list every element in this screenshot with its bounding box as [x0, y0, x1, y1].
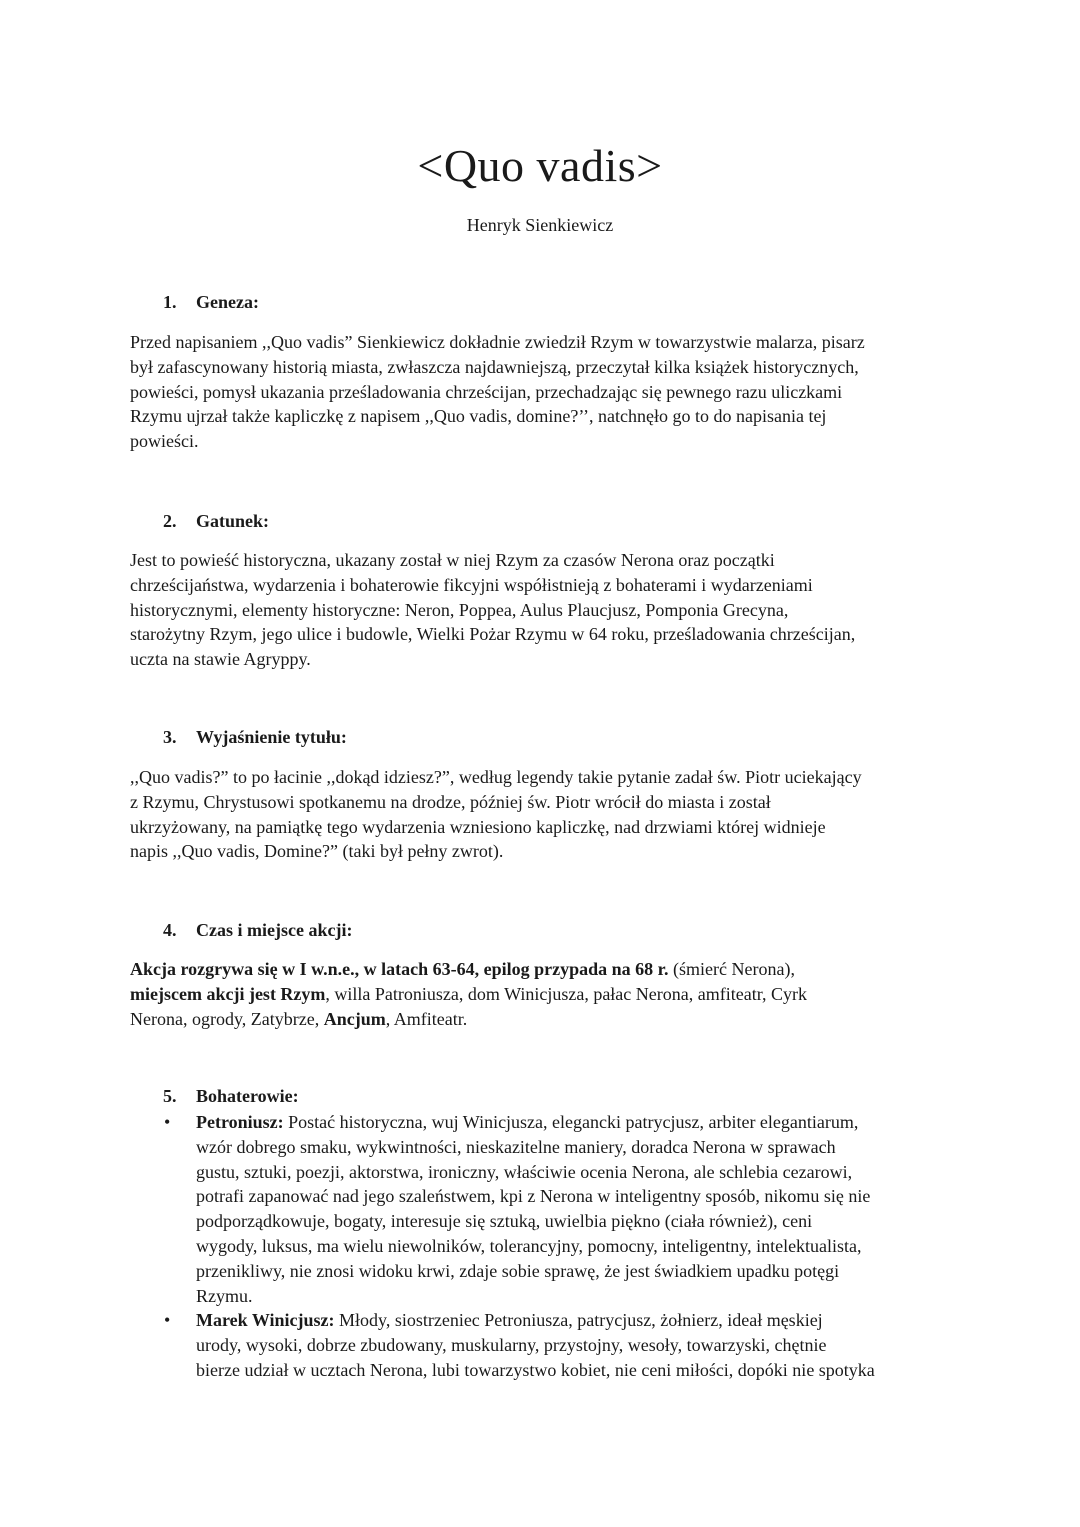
- text-line: wzór dobrego smaku, wykwintności, nieskazitelne maniery, doradca Nerona w sprawach: [196, 1136, 836, 1157]
- text-line: [130, 957, 960, 982]
- document-author: Henryk Sienkiewicz: [466, 215, 614, 235]
- text-line: [130, 982, 960, 1007]
- text-line: Rzymu.: [196, 1285, 253, 1306]
- section-title: Bohaterowie:: [196, 1086, 299, 1106]
- section-title: Czas i miejsce akcji:: [196, 920, 353, 940]
- text-line: [196, 1110, 960, 1135]
- text-line: ,,Quo vadis?” to po łacinie ,,dokąd idziesz?”, według legendy takie pytanie zadał św. Piotr uciekający: [130, 767, 862, 787]
- plain-text: (śmierć Nerona),: [668, 959, 795, 979]
- bold-text: Ancjum: [323, 1008, 386, 1029]
- list-item: [130, 1110, 960, 1308]
- text-line: napis ,,Quo vadis, Domine?” (taki był pełny zwrot).: [130, 841, 504, 862]
- paragraph-gatunek: [130, 548, 960, 672]
- section-title: Geneza:: [196, 292, 259, 312]
- character-name: Petroniusz:: [196, 1112, 284, 1132]
- paragraph-czas-i-miejsce: [130, 957, 960, 1031]
- text-line: przenikliwy, nie znosi widoku krwi, zdaje sobie sprawę, że jest świadkiem upadku potęgi: [196, 1260, 840, 1281]
- paragraph-geneza: [130, 330, 960, 454]
- text-line: [130, 1007, 960, 1032]
- plain-text: Postać historyczna, wuj Winicjusza, elegancki patrycjusz, arbiter elegantiarum,: [283, 1112, 859, 1132]
- section-heading-geneza: [163, 290, 259, 314]
- text-line: Jest to powieść historyczna, ukazany został w niej Rzym za czasów Nerona oraz początki: [130, 550, 775, 570]
- character-name: Marek Winicjusz:: [196, 1310, 335, 1331]
- text-line: Przed napisaniem ,,Quo vadis” Sienkiewicz dokładnie zwiedził Rzym w towarzystwie malarza, pisarz: [130, 332, 865, 352]
- section-heading-gatunek: [163, 509, 269, 533]
- text-line: z Rzymu, Chrystusowi spotkanemu na drodze, później św. Piotr wrócił do miasta i został: [130, 791, 771, 812]
- bullet-icon: •: [164, 1310, 171, 1331]
- text-line: starożytny Rzym, jego ulice i budowle, Wielki Pożar Rzymu w 64 roku, prześladowania chrześcijan,: [130, 624, 856, 645]
- bold-text: miejscem akcji jest Rzym: [130, 983, 326, 1004]
- text-line: Rzymu ujrzał także kapliczkę z napisem ,,Quo vadis, domine?’’, natchnęło go to do napisania tej: [130, 406, 827, 427]
- list-item: [130, 1308, 960, 1382]
- text-line: powieści.: [130, 431, 199, 452]
- section-number: 1.: [163, 292, 177, 312]
- text-line: potrafi zapanować nad jego szaleństwem, kpi z Nerona w inteligentny sposób, nikomu się nie: [196, 1186, 871, 1207]
- bullet-icon: •: [164, 1112, 171, 1132]
- paragraph-wyjasnienie-tytulu: [130, 765, 960, 864]
- text-line: bierze udział w ucztach Nerona, lubi towarzystwo kobiet, nie ceni miłości, dopóki nie spotyka: [196, 1359, 875, 1380]
- section-number: 4.: [163, 920, 177, 940]
- text-line: wygody, luksus, ma wielu niewolników, tolerancyjny, pomocny, inteligentny, intelektualista,: [196, 1235, 862, 1256]
- section-heading-bohaterowie: [163, 1084, 299, 1108]
- plain-text: Młody, siostrzeniec Petroniusza, patrycjusz, żołnierz, ideał męskiej: [334, 1310, 823, 1331]
- plain-text: , willa Patroniusza, dom Winicjusza, pałac Nerona, amfiteatr, Cyrk: [325, 983, 807, 1004]
- section-number: 2.: [163, 511, 177, 531]
- text-line: [196, 1308, 960, 1333]
- text-line: był zafascynowany historią miasta, zwłaszcza najdawniejszą, przeczytał kilka książek historycznych,: [130, 356, 859, 377]
- document-title: <Quo vadis>: [417, 140, 663, 191]
- section-number: 3.: [163, 727, 177, 747]
- text-line: gustu, sztuki, poezji, aktorstwa, ironiczny, właściwie ocenia Nerona, ale schlebia cezarowi,: [196, 1161, 853, 1182]
- text-line: urody, wysoki, dobrze zbudowany, muskularny, przystojny, wesoły, towarzyski, chętnie: [196, 1335, 827, 1356]
- text-line: uczta na stawie Agryppy.: [130, 649, 311, 670]
- plain-text: , Amfiteatr.: [385, 1008, 468, 1029]
- text-line: chrześcijaństwa, wydarzenia i bohaterowie fikcyjni współistnieją z bohaterami i wydarzeniami: [130, 574, 813, 595]
- characters-list: [130, 1110, 960, 1383]
- section-number: 5.: [163, 1086, 177, 1106]
- text-line: podporządkowuje, bogaty, interesuje się sztuką, uwielbia piękno (ciała również), ceni: [196, 1211, 813, 1232]
- section-title: Wyjaśnienie tytułu:: [196, 727, 347, 747]
- text-line: historycznymi, elementy historyczne: Neron, Poppea, Aulus Plaucjusz, Pomponia Grecyna,: [130, 599, 789, 620]
- section-heading-wyjasnienie-tytulu: [163, 725, 347, 749]
- text-line: ukrzyżowany, na pamiątkę tego wydarzenia wzniesiono kapliczkę, nad drzwiami której widnieje: [130, 816, 826, 837]
- section-title: Gatunek:: [196, 511, 270, 531]
- bold-text: Akcja rozgrywa się w I w.n.e., w latach 63-64, epilog przypada na 68 r.: [130, 959, 669, 979]
- section-heading-czas-i-miejsce: [163, 918, 352, 942]
- plain-text: Nerona, ogrody, Zatybrze,: [130, 1008, 324, 1029]
- text-line: powieści, pomysł ukazania prześladowania chrześcijan, przechadzając się pewnego razu uliczkami: [130, 381, 843, 402]
